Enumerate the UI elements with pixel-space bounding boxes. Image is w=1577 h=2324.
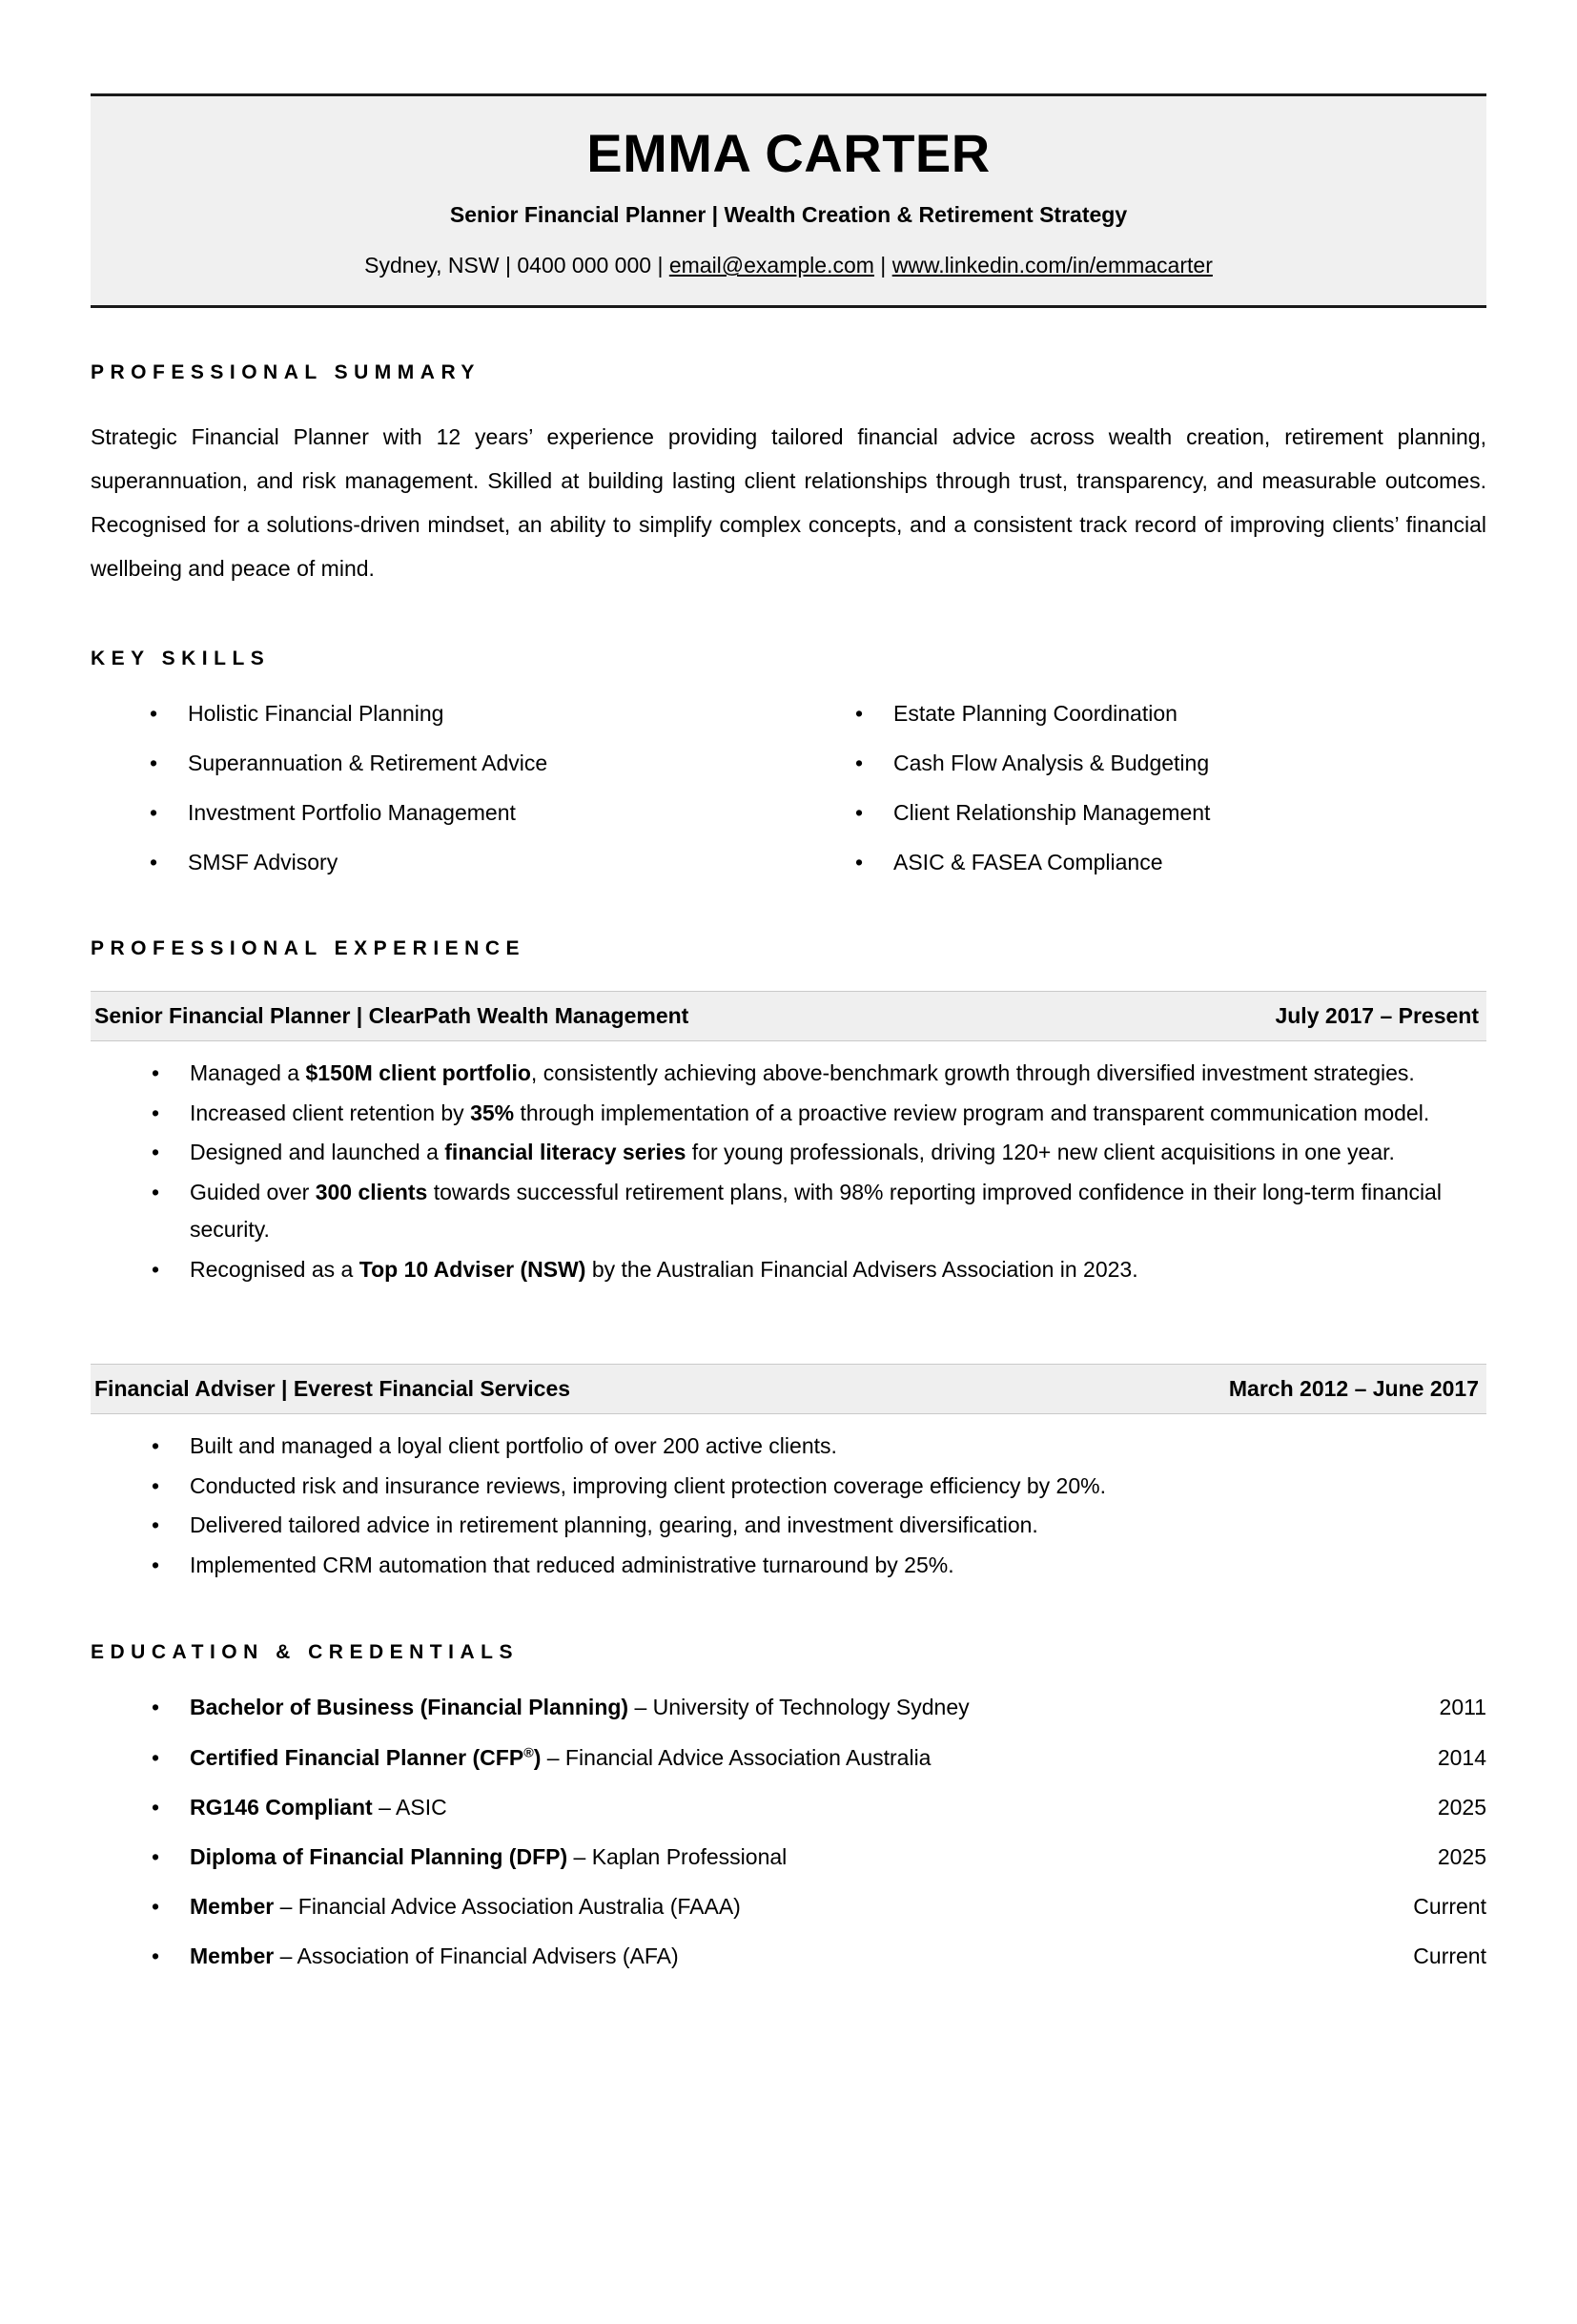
education-year: Current — [1413, 1943, 1486, 1968]
candidate-name: EMMA CARTER — [586, 123, 991, 183]
job-bullet — [131, 1547, 1486, 1585]
bullet-segment: Managed a — [190, 1060, 306, 1086]
registered-trademark-icon: ® — [523, 1744, 534, 1760]
bullet-point-icon: • — [855, 701, 864, 727]
education-text — [190, 1942, 707, 1971]
education-institution: – University of Technology Sydney — [628, 1695, 970, 1720]
bullet-point-icon: • — [152, 1843, 160, 1869]
education-item — [131, 1842, 1486, 1872]
education-institution: – Kaplan Professional — [567, 1843, 788, 1869]
contact-linkedin-link[interactable]: www.linkedin.com/in/emmacarter — [891, 253, 1213, 278]
job-bullet — [131, 1428, 1486, 1466]
skill-item — [834, 848, 1486, 877]
bullet-highlight: $150M client portfolio — [305, 1060, 531, 1086]
job-header-bar — [91, 1364, 1486, 1415]
job-bullet — [131, 1174, 1486, 1249]
bullet-segment: Delivered tailored advice in retirement planning, gearing, and investment diversification. — [190, 1512, 1038, 1538]
bullet-point-icon: • — [150, 751, 158, 776]
job-title: Senior Financial Planner | ClearPath Wealth Management — [94, 1002, 689, 1028]
job-bullet — [131, 1055, 1486, 1093]
job-dates: March 2012 – June 2017 — [1228, 1375, 1479, 1401]
bullet-point-icon: • — [855, 850, 864, 875]
education-year: Current — [1413, 1893, 1486, 1919]
bullet-highlight: 35% — [470, 1100, 515, 1125]
bullet-point-icon: • — [152, 1943, 160, 1968]
resume-header — [91, 93, 1486, 308]
education-year: 2025 — [1437, 1794, 1486, 1820]
bullet-point-icon: • — [152, 1695, 160, 1720]
skill-label: Estate Planning Coordination — [893, 701, 1178, 727]
bullet-segment: by the Australian Financial Advisers Association in 2023. — [585, 1257, 1138, 1282]
bullet-point-icon: • — [152, 1100, 160, 1125]
skill-item — [834, 749, 1486, 778]
education-credential: Member — [190, 1893, 275, 1919]
job-bullet-text — [190, 1433, 837, 1458]
bullet-point-icon: • — [855, 751, 864, 776]
bullet-segment: Implemented CRM automation that reduced administrative turnaround by 25%. — [190, 1552, 954, 1577]
education-text — [190, 1842, 815, 1872]
bullet-segment: through implementation of a proactive review program and transparent communication model. — [514, 1100, 1430, 1125]
key-skills-column-right — [788, 699, 1486, 877]
education-text — [190, 1743, 959, 1773]
job-spacer — [91, 1291, 1486, 1333]
section-heading-education-credentials: EDUCATION & CREDENTIALS — [91, 1641, 519, 1664]
education-year: 2011 — [1439, 1695, 1486, 1720]
experience-entry — [91, 1364, 1486, 1585]
candidate-tagline: Senior Financial Planner | Wealth Creation & Retirement Strategy — [449, 202, 1128, 228]
education-institution: – Financial Advice Association Australia (FAAA) — [274, 1893, 741, 1919]
bullet-segment: Increased client retention by — [190, 1100, 471, 1125]
education-item — [131, 1892, 1486, 1922]
skill-item — [129, 699, 788, 729]
job-dates: July 2017 – Present — [1275, 1002, 1479, 1028]
bullet-point-icon: • — [152, 1433, 160, 1459]
education-item — [131, 1743, 1486, 1773]
education-credential: Certified Financial Planner (CFP®) — [190, 1744, 542, 1770]
education-text — [190, 1693, 998, 1722]
contact-email-link[interactable]: email@example.com — [668, 253, 874, 278]
bullet-point-icon: • — [152, 1512, 160, 1538]
education-credential: Member — [190, 1943, 275, 1968]
bullet-point-icon: • — [150, 701, 158, 727]
skill-label: Client Relationship Management — [893, 800, 1211, 826]
bullet-segment: Designed and launched a — [190, 1140, 445, 1165]
education-item — [131, 1693, 1486, 1722]
contact-phone: 0400 000 000 — [517, 253, 652, 278]
job-bullet-text — [190, 1100, 1429, 1125]
bullet-point-icon: • — [152, 1472, 160, 1498]
contact-separator-2: | — [651, 253, 669, 278]
skill-label: Holistic Financial Planning — [188, 701, 444, 727]
bullet-segment: towards successful retirement plans, with 98% reporting improved confidence in their long-term financial security. — [190, 1179, 1442, 1243]
education-institution: – Association of Financial Advisers (AFA) — [274, 1943, 679, 1968]
bullet-point-icon: • — [152, 1744, 160, 1770]
contact-separator-3: | — [873, 253, 892, 278]
job-bullet-text — [190, 1512, 1038, 1537]
bullet-point-icon: • — [150, 850, 158, 875]
bullet-segment: Guided over — [190, 1179, 316, 1204]
education-year: 2025 — [1437, 1843, 1486, 1869]
bullet-point-icon: • — [152, 1257, 160, 1282]
education-credential: RG146 Compliant — [190, 1794, 373, 1820]
education-credential: Diploma of Financial Planning (DFP) — [190, 1843, 568, 1869]
job-bullet-text — [190, 1257, 1138, 1282]
job-bullet-text — [190, 1060, 1415, 1085]
bullet-point-icon: • — [152, 1794, 160, 1820]
job-title: Financial Adviser | Everest Financial Services — [94, 1375, 571, 1401]
professional-summary-text: Strategic Financial Planner with 12 years’ experience providing tailored financial advice across wealth creation, retirement planning, superannuation, and risk management. Skilled at building lasting client relationships through trust, transparency, and measurable outcomes. Recognised for a solutions-driven mindset, an ability to simplify complex concepts, and a consistent track record of improving clients’ financial wellbeing and peace of mind. — [91, 424, 1486, 582]
section-heading-professional-experience: PROFESSIONAL EXPERIENCE — [91, 936, 526, 959]
bullet-point-icon: • — [152, 1060, 160, 1086]
bullet-segment: Recognised as a — [190, 1257, 359, 1282]
experience-list — [91, 991, 1486, 1585]
education-item — [131, 1942, 1486, 1971]
job-bullet-text — [190, 1473, 1106, 1498]
skill-label: ASIC & FASEA Compliance — [893, 850, 1163, 875]
job-header-bar — [91, 991, 1486, 1042]
job-bullet — [131, 1507, 1486, 1545]
resume-page — [0, 93, 1577, 2324]
bullet-highlight: Top 10 Adviser (NSW) — [358, 1257, 586, 1282]
skill-item — [129, 798, 788, 828]
job-bullet-list — [91, 1428, 1486, 1584]
job-bullet — [131, 1468, 1486, 1506]
section-heading-professional-summary: PROFESSIONAL SUMMARY — [91, 361, 481, 384]
bullet-segment: , consistently achieving above-benchmark growth through diversified investment strategies. — [530, 1060, 1415, 1086]
contact-separator-1: | — [499, 253, 518, 278]
bullet-highlight: 300 clients — [315, 1179, 428, 1204]
job-bullet — [131, 1251, 1486, 1289]
bullet-segment: Built and managed a loyal client portfolio of over 200 active clients. — [190, 1433, 837, 1459]
education-credential: Bachelor of Business (Financial Planning) — [190, 1695, 629, 1720]
bullet-point-icon: • — [152, 1179, 160, 1204]
skill-item — [129, 848, 788, 877]
education-institution: – Financial Advice Association Australia — [541, 1744, 932, 1770]
job-bullet — [131, 1134, 1486, 1172]
bullet-segment: Conducted risk and insurance reviews, improving client protection coverage efficiency by 20%. — [190, 1472, 1106, 1498]
job-bullet-list — [91, 1055, 1486, 1288]
education-list — [91, 1693, 1486, 1970]
job-bullet-text — [190, 1180, 1442, 1243]
skill-item — [834, 699, 1486, 729]
bullet-point-icon: • — [152, 1552, 160, 1577]
education-item — [131, 1793, 1486, 1822]
education-text — [190, 1892, 769, 1922]
bullet-segment: for young professionals, driving 120+ new client acquisitions in one year. — [686, 1140, 1395, 1165]
contact-line — [91, 251, 1486, 280]
skill-item — [834, 798, 1486, 828]
skill-item — [129, 749, 788, 778]
bullet-point-icon: • — [152, 1893, 160, 1919]
experience-entry — [91, 991, 1486, 1289]
section-heading-key-skills: KEY SKILLS — [91, 648, 271, 670]
education-institution: – ASIC — [372, 1794, 447, 1820]
skill-label: Investment Portfolio Management — [188, 800, 516, 826]
bullet-highlight: financial literacy series — [444, 1140, 686, 1165]
education-text — [190, 1793, 476, 1822]
bullet-point-icon: • — [855, 800, 864, 826]
job-bullet-text — [190, 1553, 954, 1577]
job-bullet — [131, 1095, 1486, 1133]
skill-label: Cash Flow Analysis & Budgeting — [893, 751, 1210, 776]
bullet-point-icon: • — [150, 800, 158, 826]
key-skills-column-left — [91, 699, 788, 877]
key-skills-columns — [91, 699, 1486, 877]
skill-label: Superannuation & Retirement Advice — [188, 751, 548, 776]
job-bullet-text — [190, 1140, 1395, 1164]
bullet-point-icon: • — [152, 1140, 160, 1165]
education-year: 2014 — [1437, 1744, 1486, 1770]
skill-label: SMSF Advisory — [188, 850, 338, 875]
contact-location: Sydney, NSW — [364, 253, 500, 278]
